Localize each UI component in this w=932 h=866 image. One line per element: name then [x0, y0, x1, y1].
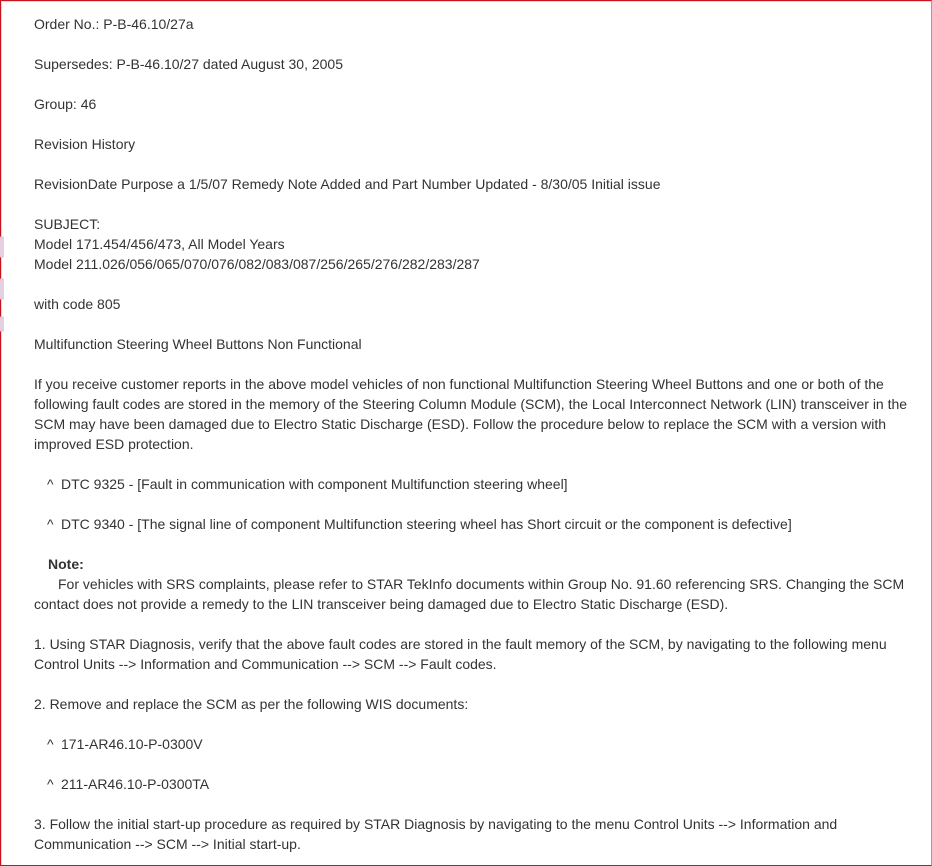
- step-3: 3. Follow the initial start-up procedure as required by STAR Diagnosis by navigating to the menu Control Units --> Information and Communication --> SCM --> Initial start-up.: [34, 816, 838, 852]
- edge-marker: [0, 236, 4, 258]
- group-line: Group: 46: [34, 96, 97, 112]
- step-2: 2. Remove and replace the SCM as per the following WIS documents:: [34, 696, 469, 712]
- note-text: [34, 574, 912, 614]
- wis-document-item: [34, 774, 912, 794]
- model-line-1: Model 171.454/456/473, All Model Years: [34, 236, 285, 252]
- intro-paragraph: If you receive customer reports in the above model vehicles of non functional Multifunction Steering Wheel Buttons and one or both of the following fault codes are stored in the memory of the Steering Column Module (SCM), the Local Interconnect Network (LIN) transceiver in the SCM may have been damaged due to Electro Static Discharge (ESD). Follow the procedure below to replace the SCM with a version with improved ESD protection.: [34, 376, 908, 452]
- supersedes-line: Supersedes: P-B-46.10/27 dated August 30, 2005: [34, 56, 344, 72]
- bullet-marker: ^: [47, 736, 54, 752]
- wis-document-text: 211-AR46.10-P-0300TA: [61, 776, 210, 792]
- note-body: For vehicles with SRS complaints, please refer to STAR TekInfo documents within Group No. 91.60 referencing SRS. Changing the SCM contact does not provide a remedy to the LIN transceiver being damaged due to Electro Static Discharge (ESD).: [34, 576, 905, 612]
- model-line-2: Model 211.026/056/065/070/076/082/083/087/256/265/276/282/283/287: [34, 256, 480, 272]
- edge-marker: [0, 278, 4, 300]
- bullet-marker: ^: [47, 516, 54, 532]
- code-note: with code 805: [34, 296, 121, 312]
- fault-code-text: DTC 9325 - [Fault in communication with component Multifunction steering wheel]: [61, 476, 568, 492]
- document-title: Multifunction Steering Wheel Buttons Non Functional: [34, 336, 362, 352]
- wis-document-text: 171-AR46.10-P-0300V: [61, 736, 203, 752]
- bullet-marker: ^: [47, 476, 54, 492]
- revision-history-heading: Revision History: [34, 136, 136, 152]
- subject-label: SUBJECT:: [34, 216, 101, 232]
- fault-code-text: DTC 9340 - [The signal line of component Multifunction steering wheel has Short circuit or the component is defective]: [61, 516, 792, 532]
- step-1: 1. Using STAR Diagnosis, verify that the above fault codes are stored in the fault memory of the SCM, by navigating to the following menu Control Units --> Information and Communication --> SCM --> Fault codes.: [34, 636, 887, 672]
- bullet-marker: ^: [47, 776, 54, 792]
- edge-marker: [0, 316, 4, 332]
- order-number: Order No.: P-B-46.10/27a: [34, 16, 194, 32]
- revision-history-text: RevisionDate Purpose a 1/5/07 Remedy Note Added and Part Number Updated - 8/30/05 Initial issue: [34, 176, 661, 192]
- document-body: [34, 14, 912, 854]
- note-label: Note:: [48, 556, 84, 572]
- wis-document-item: [34, 734, 912, 754]
- fault-code-item: [34, 514, 912, 534]
- fault-code-item: [34, 474, 912, 494]
